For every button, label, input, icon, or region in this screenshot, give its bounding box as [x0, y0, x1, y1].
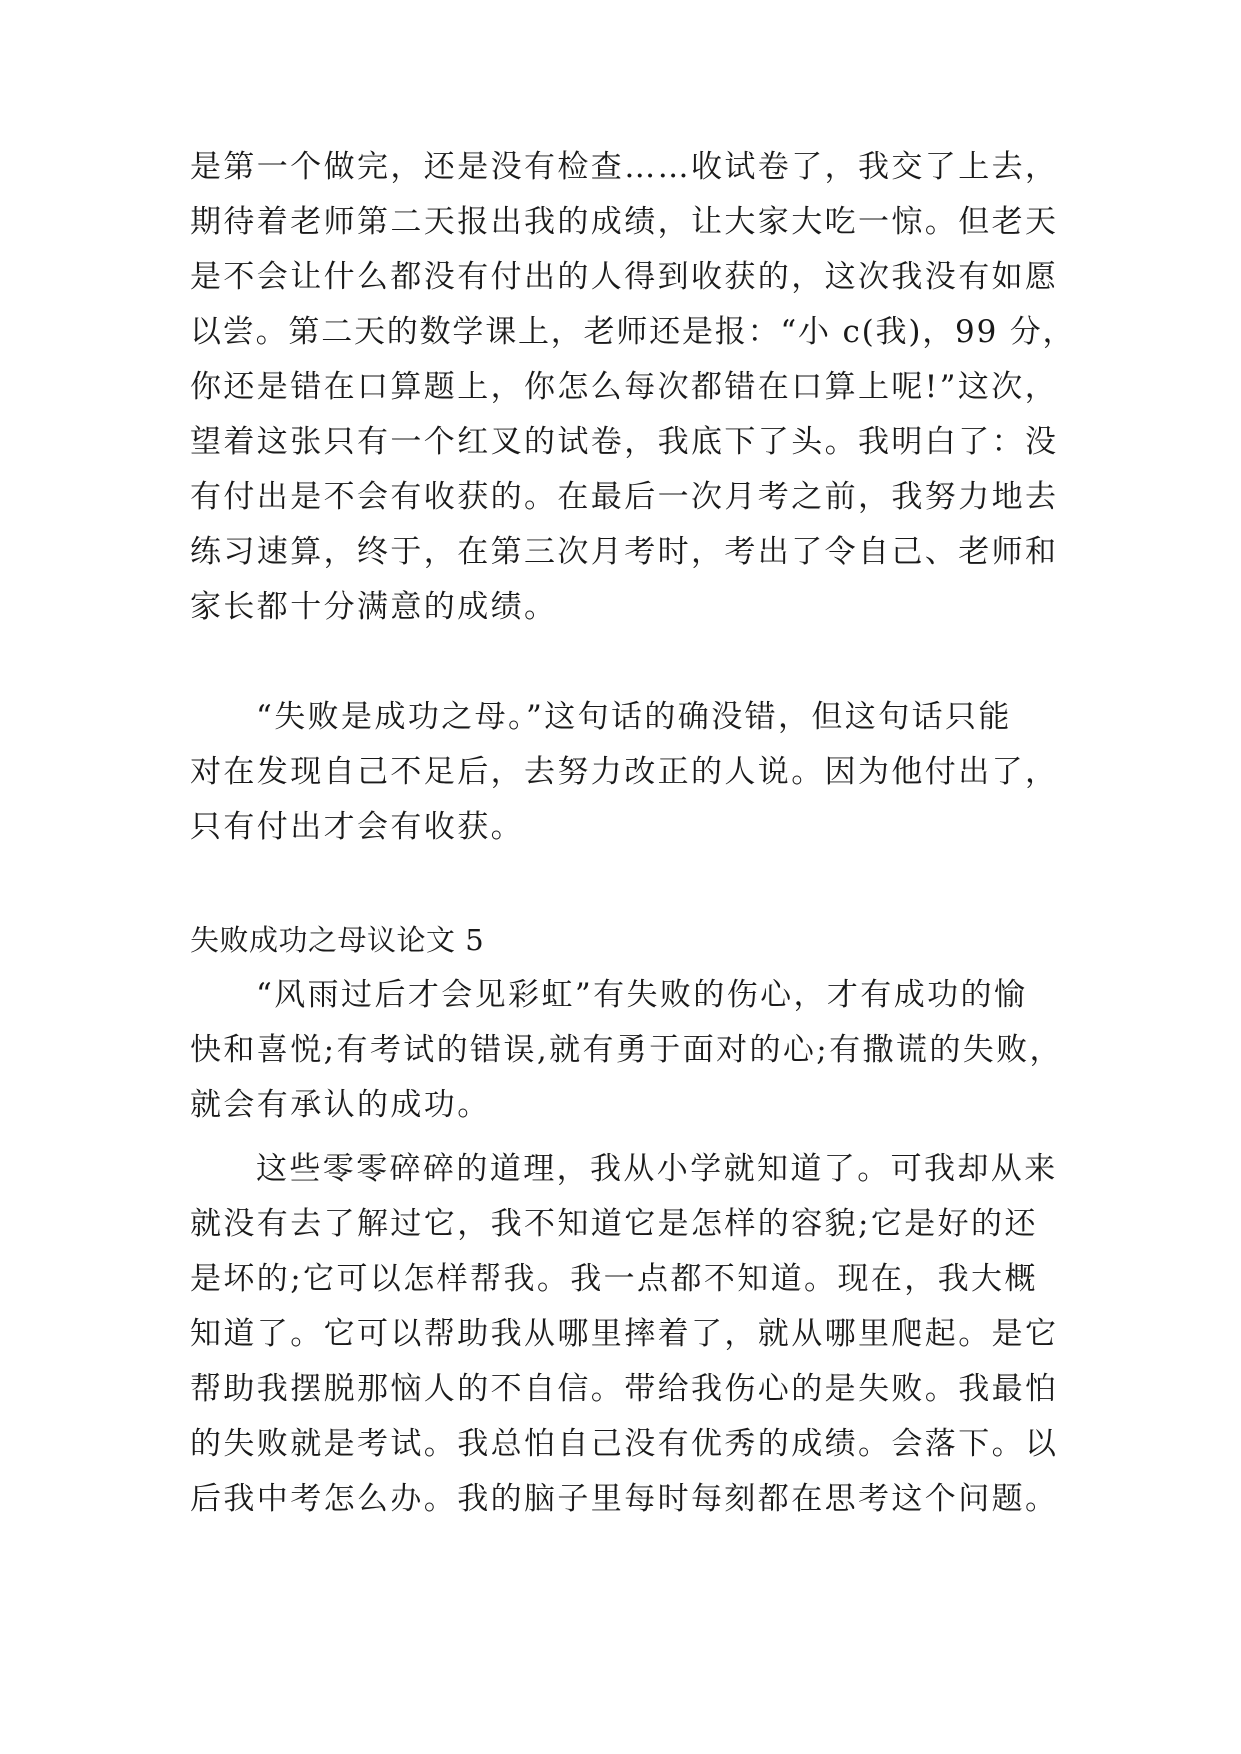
text-line: 知道了。它可以帮助我从哪里摔着了，就从哪里爬起。是它	[190, 1316, 1059, 1352]
text-line: 只有付出才会有收获。	[190, 809, 524, 845]
text-line: 后我中考怎么办。我的脑子里每时每刻都在思考这个问题。	[190, 1481, 1059, 1517]
text-line: 是坏的;它可以怎样帮我。我一点都不知道。现在，我大概	[190, 1261, 1038, 1297]
text-line: 帮助我摆脱那恼人的不自信。带给我伤心的是失败。我最怕	[190, 1371, 1059, 1407]
text-line: 就没有去了解过它，我不知道它是怎样的容貌;它是好的还	[190, 1206, 1038, 1242]
text-line: 的失败就是考试。我总怕自己没有优秀的成绩。会落下。以	[190, 1426, 1059, 1462]
text-line: “风雨过后才会见彩虹”有失败的伤心，才有成功的愉	[256, 977, 1028, 1013]
text-line: 这些零零碎碎的道理，我从小学就知道了。可我却从来	[256, 1151, 1058, 1187]
text-line: 就会有承认的成功。	[190, 1087, 491, 1123]
text-line: 是第一个做完，还是没有检查……收试卷了，我交了上去，	[190, 149, 1059, 185]
text-line: 你还是错在口算题上，你怎么每次都错在口算上呢!”这次，	[190, 369, 1059, 405]
text-line: 对在发现自己不足后，去努力改正的人说。因为他付出了，	[190, 754, 1059, 790]
text-line: 练习速算，终于，在第三次月考时，考出了令自己、老师和	[190, 534, 1059, 570]
text-line: 望着这张只有一个红叉的试卷，我底下了头。我明白了：没	[190, 424, 1059, 460]
section-heading: 失败成功之母议论文 5	[190, 923, 485, 957]
text-line: 期待着老师第二天报出我的成绩，让大家大吃一惊。但老天	[190, 204, 1059, 240]
text-line: 以尝。第二天的数学课上，老师还是报：“小 c(我)，99 分，	[190, 314, 1076, 350]
text-line: 有付出是不会有收获的。在最后一次月考之前，我努力地去	[190, 479, 1059, 515]
text-line: 是不会让什么都没有付出的人得到收获的，这次我没有如愿	[190, 259, 1059, 295]
text-line: 家长都十分满意的成绩。	[190, 589, 558, 625]
text-line: “失败是成功之母。”这句话的确没错，但这句话只能	[256, 699, 1012, 735]
text-line: 快和喜悦;有考试的错误,就有勇于面对的心;有撒谎的失败，	[190, 1032, 1063, 1068]
